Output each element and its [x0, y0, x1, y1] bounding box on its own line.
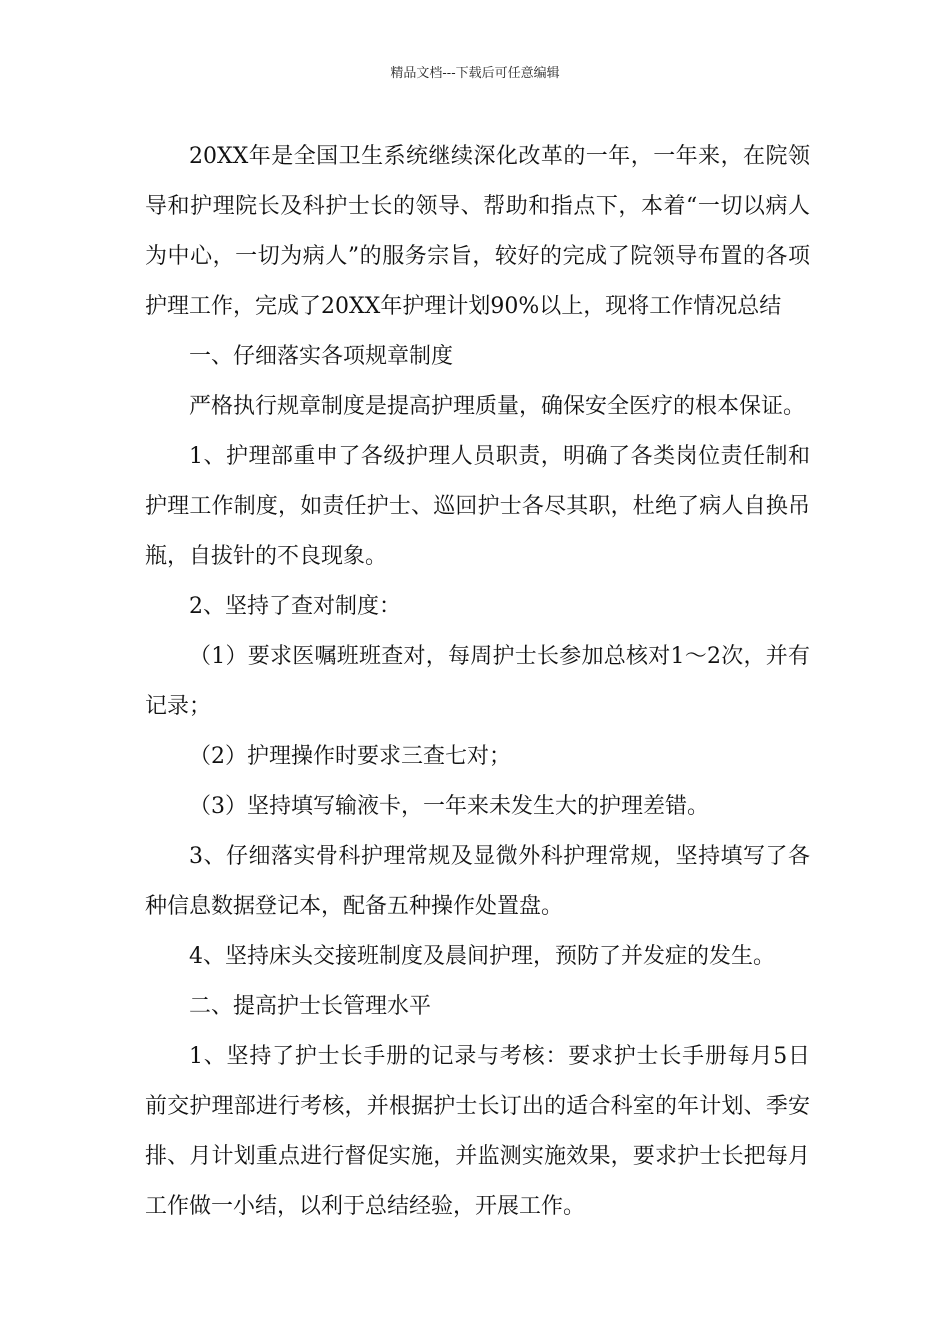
paragraph: 严格执行规章制度是提高护理质量，确保安全医疗的根本保证。: [189, 394, 806, 419]
paragraph: 1、护理部重申了各级护理人员职责，明确了各类岗位责任制和护理工作制度，如责任护士、巡回护士各尽其职，杜绝了病人自换吊瓶，自拔针的不良现象。: [145, 444, 810, 569]
paragraph: 2、坚持了查对制度：: [189, 594, 401, 619]
document-body: [145, 132, 810, 1232]
intro-paragraph: 20XX年是全国卫生系统继续深化改革的一年，一年来，在院领导和护理院长及科护士长的领导、帮助和指点下，本着“一切以病人为中心，一切为病人”的服务宗旨，较好的完成了院领导布置的各项护理工作，完成了20XX年护理计划90%以上，现将工作情况总结: [145, 144, 810, 319]
section-heading-1: 一、仔细落实各项规章制度: [189, 344, 454, 369]
paragraph: 1、坚持了护士长手册的记录与考核：要求护士长手册每月5日前交护理部进行考核，并根据护士长订出的适合科室的年计划、季安排、月计划重点进行督促实施，并监测实施效果，要求护士长把每月工作做一小结，以利于总结经验，开展工作。: [145, 1044, 810, 1219]
paragraph: 4、坚持床头交接班制度及晨间护理，预防了并发症的发生。: [189, 944, 775, 969]
page-header: 精品文档---下载后可任意编辑: [390, 66, 560, 81]
section-heading-2: 二、提高护士长管理水平: [189, 994, 432, 1019]
list-item: （2）护理操作时要求三查七对；: [189, 744, 511, 769]
paragraph: 3、仔细落实骨科护理常规及显微外科护理常规，坚持填写了各种信息数据登记本，配备五种操作处置盘。: [145, 844, 810, 919]
list-item: （1）要求医嘱班班查对，每周护士长参加总核对1～2次，并有记录；: [145, 644, 810, 719]
list-item: （3）坚持填写输液卡，一年来未发生大的护理差错。: [189, 794, 709, 819]
